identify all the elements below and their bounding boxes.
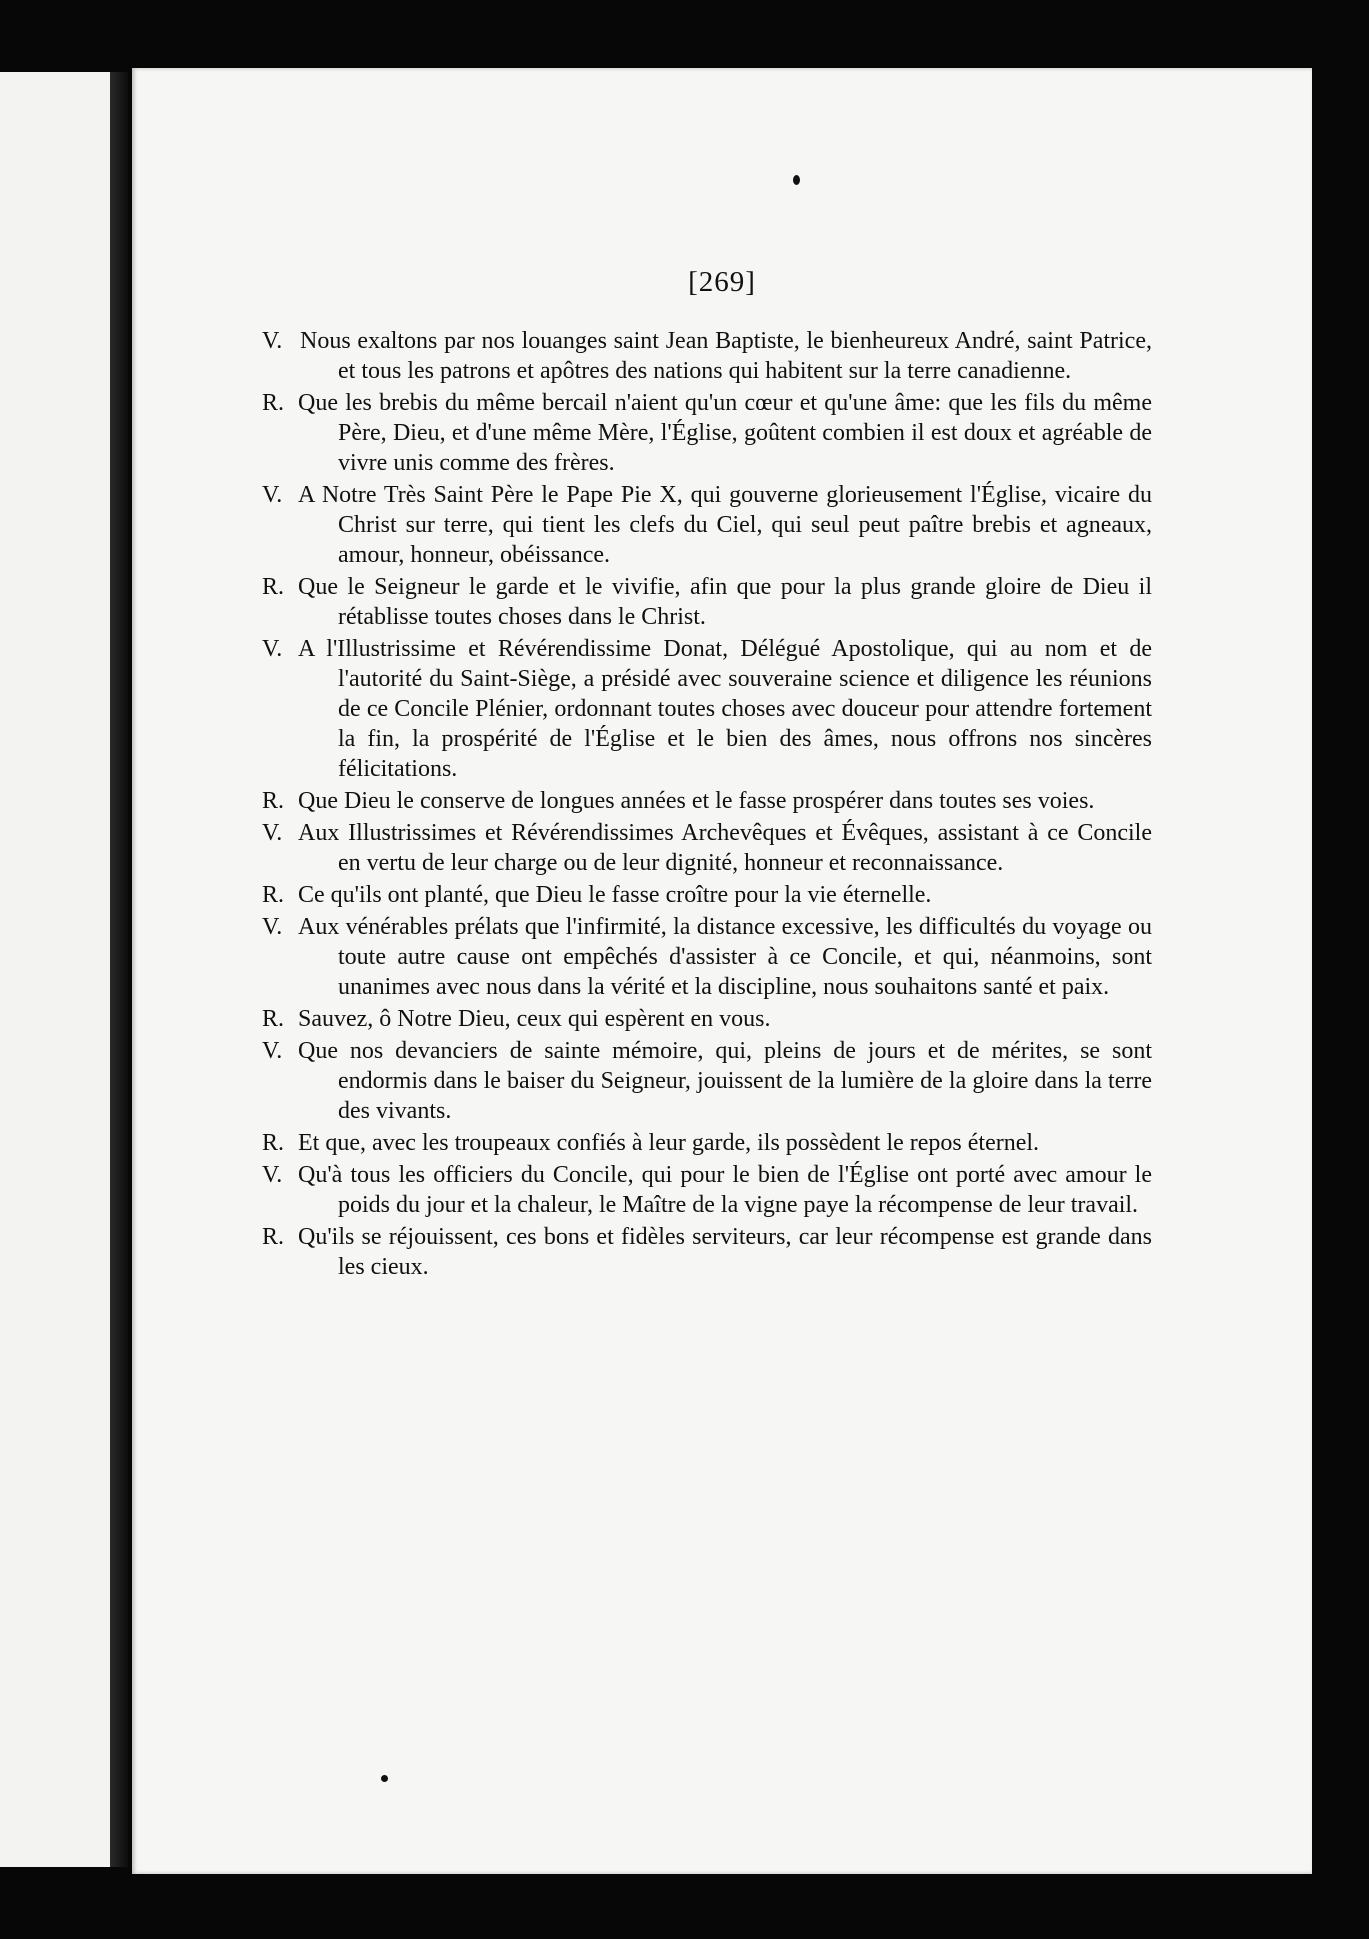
entry-text: Sauvez, ô Notre Dieu, ceux qui espèrent en vous. (298, 1006, 771, 1032)
entry-marker: R. (262, 574, 285, 600)
entry-text: A Notre Très Saint Père le Pape Pie X, qui gouverne glorieusement l'Église, vicaire du Christ sur terre, qui tient les clefs du Ciel, qui seul peut paître brebis et agneaux, amour, honneur, obéissance. (298, 482, 1152, 568)
response-entry (262, 1004, 1152, 1034)
entry-marker: V. (262, 1038, 283, 1064)
entry-marker: R. (262, 1224, 285, 1250)
verse-entry (262, 326, 1152, 386)
verse-entry (262, 818, 1152, 878)
page (132, 68, 1312, 1874)
verse-entry (262, 1160, 1152, 1220)
entry-marker: R. (262, 1006, 285, 1032)
entry-text: A l'Illustrissime et Révérendissime Donat, Délégué Apostolique, qui au nom et de l'autorité du Saint-Siège, a présidé avec souveraine science et diligence les réunions de ce Concile Plénier, ordonnant toutes choses avec douceur pour attendre fortement la fin, la prospérité de l'Église et le bien des âmes, nous offrons nos sincères félicitations. (298, 636, 1152, 782)
ink-dot-bottom (381, 1775, 388, 1782)
entry-text: Que les brebis du même bercail n'aient qu'un cœur et qu'une âme: que les fils du même Père, Dieu, et d'une même Mère, l'Église, goûtent combien il est doux et agréable de vivre unis comme des frères. (298, 390, 1152, 476)
response-entry (262, 1128, 1152, 1158)
verse-entry (262, 1036, 1152, 1126)
page-number: [269] (688, 266, 756, 298)
entry-text: Qu'à tous les officiers du Concile, qui pour le bien de l'Église ont porté avec amour le poids du jour et la chaleur, le Maître de la vigne paye la récompense de leur travail. (298, 1162, 1152, 1218)
response-entry (262, 388, 1152, 478)
left-page-edge (0, 72, 122, 1867)
entry-marker: R. (262, 882, 285, 908)
entry-marker: V. (262, 1162, 283, 1188)
ink-dot-top (793, 175, 800, 185)
entry-text: Et que, avec les troupeaux confiés à leur garde, ils possèdent le repos éternel. (298, 1130, 1040, 1156)
entry-marker: R. (262, 788, 285, 814)
page-body (262, 326, 1152, 1284)
entry-text: Que nos devanciers de sainte mémoire, qui, pleins de jours et de mérites, se sont endormis dans le baiser du Seigneur, jouissent de la lumière de la gloire dans la terre des vivants. (298, 1038, 1152, 1124)
entry-text: Aux Illustrissimes et Révérendissimes Archevêques et Évêques, assistant à ce Concile en vertu de leur charge ou de leur dignité, honneur et reconnaissance. (298, 820, 1152, 876)
entry-marker: R. (262, 1130, 285, 1156)
entry-text: Nous exaltons par nos louanges saint Jean Baptiste, le bienheureux André, saint Patrice, et tous les patrons et apôtres des nations qui habitent sur la terre canadienne. (300, 328, 1152, 384)
verse-entry (262, 480, 1152, 570)
entry-text: Qu'ils se réjouissent, ces bons et fidèles serviteurs, car leur récompense est grande dans les cieux. (298, 1224, 1152, 1280)
entry-marker: V. (262, 328, 283, 354)
entry-text: Ce qu'ils ont planté, que Dieu le fasse croître pour la vie éternelle. (298, 882, 932, 908)
entry-marker: V. (262, 636, 283, 662)
entry-text: Que le Seigneur le garde et le vivifie, afin que pour la plus grande gloire de Dieu il rétablisse toutes choses dans le Christ. (298, 574, 1152, 630)
entry-marker: V. (262, 482, 283, 508)
response-entry (262, 1222, 1152, 1282)
entry-text: Que Dieu le conserve de longues années et le fasse prospérer dans toutes ses voies. (298, 788, 1095, 814)
entry-marker: V. (262, 820, 283, 846)
response-entry (262, 880, 1152, 910)
verse-entry (262, 912, 1152, 1002)
entry-text: Aux vénérables prélats que l'infirmité, la distance excessive, les difficultés du voyage ou toute autre cause ont empêchés d'assister à ce Concile, et qui, néanmoins, sont unanimes avec nous dans la vérité et la discipline, nous souhaitons santé et paix. (298, 914, 1152, 1000)
entry-marker: V. (262, 914, 283, 940)
entry-marker: R. (262, 390, 285, 416)
response-entry (262, 572, 1152, 632)
response-entry (262, 786, 1152, 816)
verse-entry (262, 634, 1152, 784)
binding-shadow (110, 72, 128, 1867)
